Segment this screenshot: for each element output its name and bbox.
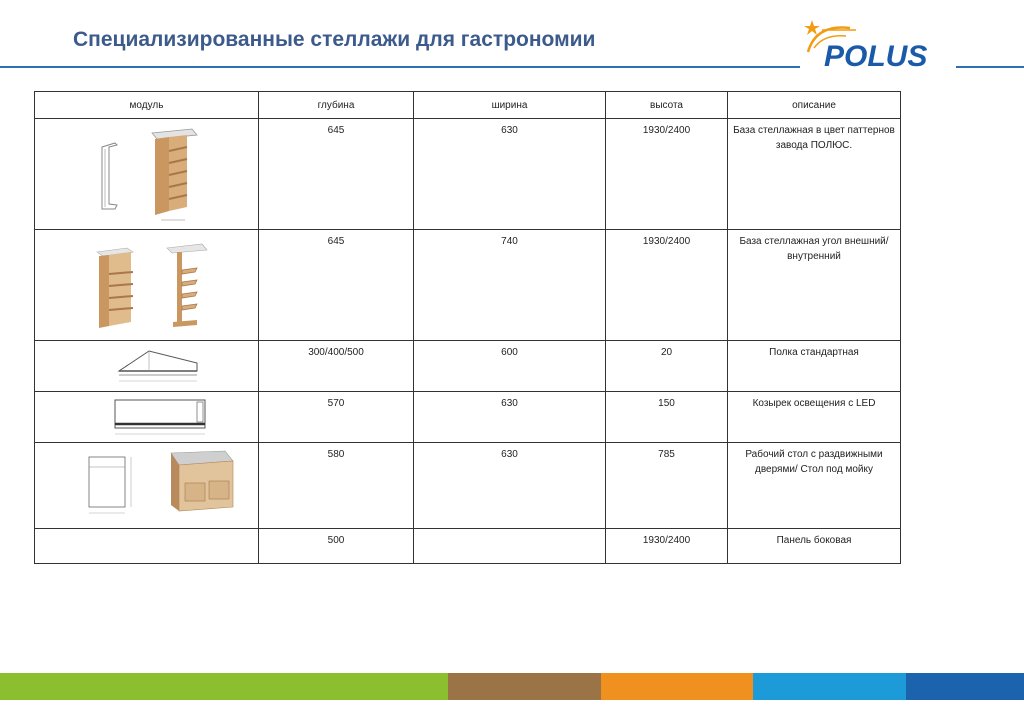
col-header-description: описание: [728, 92, 901, 119]
page-title: Специализированные стеллажи для гастрономии: [73, 28, 596, 51]
table-row: [35, 529, 901, 564]
depth-cell: 500: [259, 529, 414, 564]
module-image-cell: [35, 341, 259, 392]
corner-shelf-base-icon: [57, 230, 237, 338]
spec-table: [34, 91, 901, 564]
shelf-base-diagram-icon: [57, 119, 237, 227]
module-image-cell: [35, 529, 259, 564]
polus-logo: [798, 14, 948, 72]
height-cell: 150: [606, 392, 728, 443]
polus-logo-mark: [798, 14, 948, 72]
width-cell: [414, 529, 606, 564]
height-cell: 1930/2400: [606, 529, 728, 564]
col-header-width: ширина: [414, 92, 606, 119]
description-cell: Козырек освещения с LED: [728, 392, 901, 443]
footer-bar-dark-blue: [906, 673, 1024, 700]
width-cell: 630: [414, 119, 606, 230]
height-cell: 1930/2400: [606, 119, 728, 230]
header-rule-left: [0, 66, 800, 68]
table-header-row: [35, 92, 901, 119]
table-row: [35, 230, 901, 341]
standard-shelf-diagram-icon: [57, 341, 237, 389]
logo-text: POLUS: [824, 40, 928, 72]
depth-cell: 580: [259, 443, 414, 529]
depth-cell: 570: [259, 392, 414, 443]
module-image-cell: [35, 392, 259, 443]
col-header-height: высота: [606, 92, 728, 119]
col-header-depth: глубина: [259, 92, 414, 119]
led-canopy-diagram-icon: [57, 392, 237, 440]
description-cell: Полка стандартная: [728, 341, 901, 392]
footer-bar-green: [0, 673, 448, 700]
description-cell: База стеллажная угол внешний/внутренний: [728, 230, 901, 341]
depth-cell: 645: [259, 230, 414, 341]
module-image-cell: [35, 119, 259, 230]
height-cell: 1930/2400: [606, 230, 728, 341]
col-header-module: модуль: [35, 92, 259, 119]
depth-cell: 300/400/500: [259, 341, 414, 392]
table-row: [35, 119, 901, 230]
work-table-icon: [57, 443, 237, 527]
footer-bar-light-blue: [753, 673, 906, 700]
width-cell: 740: [414, 230, 606, 341]
width-cell: 630: [414, 392, 606, 443]
table-row: [35, 443, 901, 529]
depth-cell: 645: [259, 119, 414, 230]
description-cell: Рабочий стол с раздвижными дверями/ Стол под мойку: [728, 443, 901, 529]
description-cell: База стеллажная в цвет паттернов завода ПОЛЮС.: [728, 119, 901, 230]
table-row: [35, 392, 901, 443]
header-rule-right: [956, 66, 1024, 68]
width-cell: 630: [414, 443, 606, 529]
footer-bar-brown: [448, 673, 601, 700]
description-cell: Панель боковая: [728, 529, 901, 564]
height-cell: 785: [606, 443, 728, 529]
footer-bar-orange: [601, 673, 753, 700]
width-cell: 600: [414, 341, 606, 392]
height-cell: 20: [606, 341, 728, 392]
module-image-cell: [35, 230, 259, 341]
table-row: [35, 341, 901, 392]
module-image-cell: [35, 443, 259, 529]
